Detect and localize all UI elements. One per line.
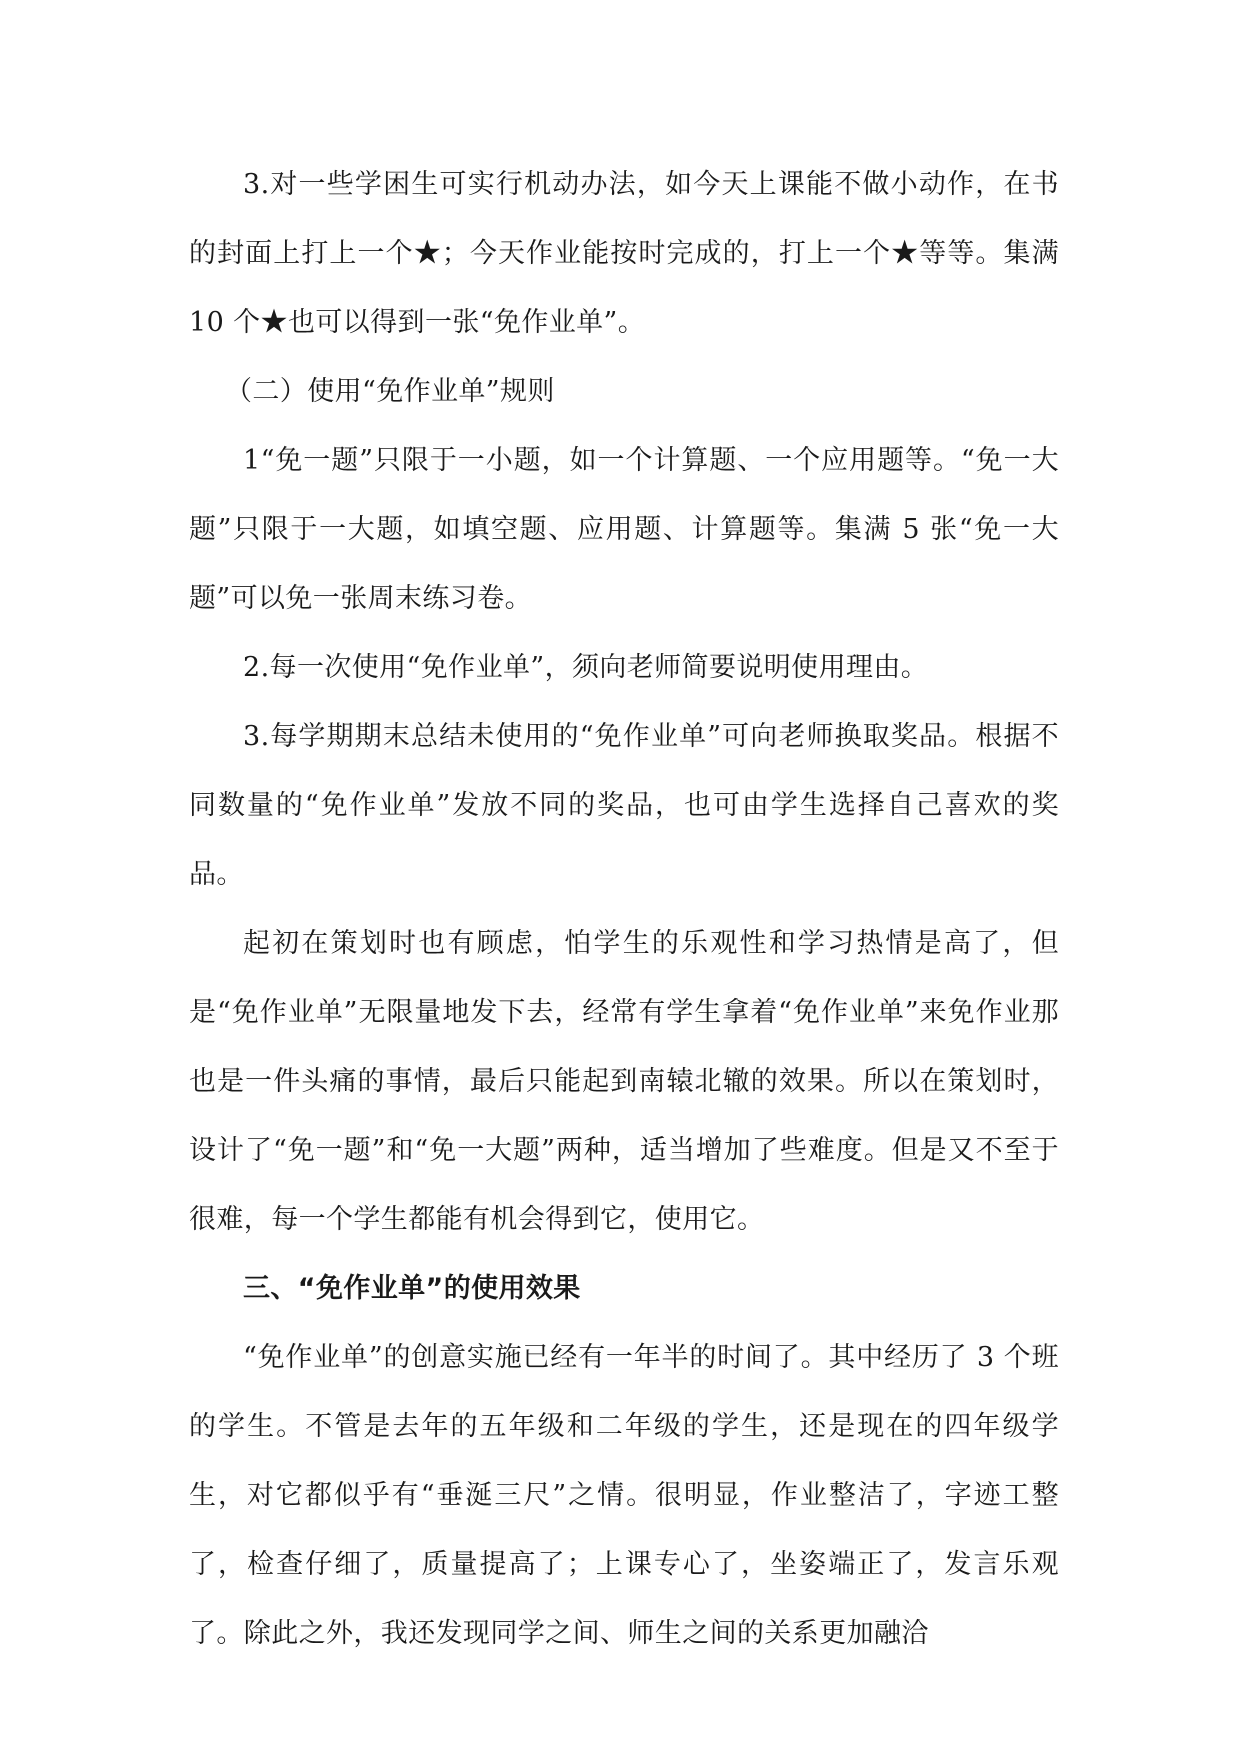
subheading-usage-rules: （二）使用“免作业单”规则 <box>225 376 555 407</box>
section-heading-effects: 三、“免作业单”的使用效果 <box>243 1273 581 1304</box>
document-body <box>189 150 1059 1668</box>
paragraph-rule-2: 2.每一次使用“免作业单”，须向老师简要说明使用理由。 <box>243 652 929 683</box>
paragraph-star-rewards: 3.对一些学困生可实行机动办法，如今天上课能不做小动作，在书的封面上打上一个★；今天作业能按时完成的，打上一个★等等。集满 10 个★也可以得到一张“免作业单”。 <box>189 169 1059 338</box>
paragraph-planning-concerns: 起初在策划时也有顾虑，怕学生的乐观性和学习热情是高了，但是“免作业单”无限量地发下去，经常有学生拿着“免作业单”来免作业那也是一件头痛的事情，最后只能起到南辕北辙的效果。所以在策划时，设计了“免一题”和“免一大题”两种，适当增加了些难度。但是又不至于很难，每一个学生都能有机会得到它，使用它。 <box>189 928 1059 1235</box>
paragraph-rule-1: 1“免一题”只限于一小题，如一个计算题、一个应用题等。“免一大题”只限于一大题，如填空题、应用题、计算题等。集满 5 张“免一大题”可以免一张周末练习卷。 <box>189 445 1059 614</box>
paragraph-rule-3: 3.每学期期末总结未使用的“免作业单”可向老师换取奖品。根据不同数量的“免作业单”发放不同的奖品，也可由学生选择自己喜欢的奖品。 <box>189 721 1059 890</box>
paragraph-effects: “免作业单”的创意实施已经有一年半的时间了。其中经历了 3 个班的学生。不管是去年的五年级和二年级的学生，还是现在的四年级学生，对它都似乎有“垂涎三尺”之情。很明显，作业整洁了，字迹工整了，检查仔细了，质量提高了；上课专心了，坐姿端正了，发言乐观了。除此之外，我还发现同学之间、师生之间的关系更加融洽 <box>189 1342 1059 1649</box>
